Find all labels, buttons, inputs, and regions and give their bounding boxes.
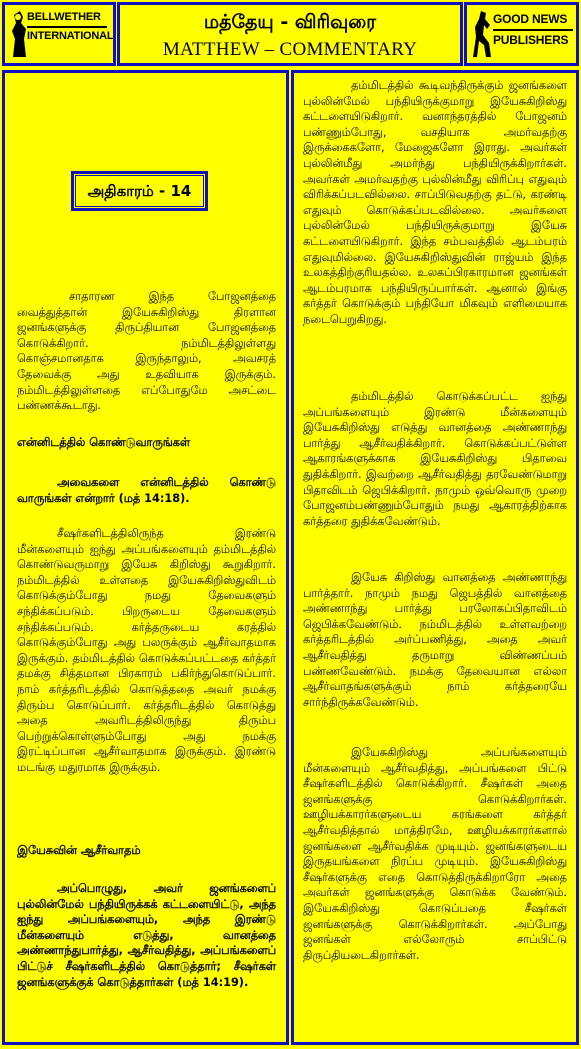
title-box [117,2,463,66]
left-quote-2: அப்பொழுது, அவர் ஜனங்களைப் புல்லின்மேல் பந்தியிருக்கக் கட்டளையிட்டு, அந்த ஐந்து அப்பங்களையும், அந்த இரண்டு மீன்களையும் எடுத்து, வானத்தை அண்ணாந்துபார்த்து, ஆசீர்வதித்து, அப்பங்களைப் பிட்டுச் சீஷர்களிடத்தில் கொடுத்தார்; சீஷர்கள் ஜனங்களுக்குக் கொடுத்தார்கள் (மத் 14:19). [17,882,276,989]
right-para-4: இயேசுகிறிஸ்து அப்பங்களையும் மீன்களையும் ஆசீர்வதித்து, அப்பங்களை பிட்டு சீஷர்களிடத்தில் கொடுக்கிறார். சீஷர்கள் அதை ஜனங்களுக்கு கொடுக்கிறார்கள். ஊழியக்காரர்களுடைய கரங்களை கர்த்தர் ஆசீர்வதித்தால் மாத்திரமே, ஊழியக்காரர்களால் ஜனங்களை ஆசீர்வதிக்க முடியும். ஜனங்களுடைய இருதயங்களை நிரப்ப முடியும். இயேசுகிறிஸ்து சீஷர்களுக்கு எதை கொடுத்திருக்கிறாரோ அதை அவர்கள் ஜனங்களுக்கு கொடுக்க வேண்டும். இயேசுகிறிஸ்து கொடுப்பதை சீஷர்கள் ஜனங்களுக்கு கொடுக்கிறார்கள். அப்போது ஜனங்கள் எல்லோரும் சாப்பிட்டு திருப்தியடைகிறார்கள். [303,746,567,962]
left-heading-1: என்னிடத்தில் கொண்டுவாருங்கள் [17,436,191,449]
chapter-label-box [71,171,208,211]
right-para-1: தம்மிடத்தில் கூடிவந்திருக்கும் ஜனங்களை புல்லின்மேல் பந்தியிருக்குமாறு இயேசுகிறிஸ்து கட்டளையிடுகிறார். வனாந்தரத்தில் போஜனம் பண்ணும்போது, வசதியாக அமர்வதற்கு இருக்கைகளோ, மேஜைகளோ இராது. அவர்கள் புல்லின்மீது அமர்ந்து பந்தியிருக்கிறார்கள். அவர்கள் அமர்வதற்கு புல்லின்மீது விரிப்பு எதுவும் விரிக்கப்படவில்லை. சாப்பிடுவதற்கு தட்டு, கரண்டி எதுவும் கொடுக்கப்படவில்லை. அவர்களை புல்லின்மேல் பந்தியிருக்குமாறு இயேசு கட்டளையிடுகிறார். இந்த சம்பவத்தில் ஆடம்பரம் எதுவுமில்லை. இயேசுகிறிஸ்துவின் ராஜ்யம் இந்த உலகத்திற்குரியதல்ல. உலகப்பிரகாரமான ஜனங்கள் ஆடம்பரமாக பந்தியிருப்பார்கள். ஆனால் இங்கு கர்த்தர் கொடுக்கும் பந்தியோ மிகவும் எளிமையாக நடைபெறுகிறது. [303,79,567,326]
logo-divider [27,26,107,28]
page-title-tamil: மத்தேயு - விரிவுரை [203,11,377,33]
page-title-english: MATTHEW – COMMENTARY [162,39,418,60]
header [0,0,581,70]
left-heading-2: இயேசுவின் ஆசீர்வாதம் [17,844,141,857]
left-para-2: சீஷர்களிடத்திலிருந்த இரண்டு மீன்களையும் ஐந்து அப்பங்களையும் தம்மிடத்தில் கொண்டுவருமாறு இயேசு கிறிஸ்து கூறுகிறார். நம்மிடத்தில் உள்ளதை இயேசுகிறிஸ்துவிடம் கொடுக்கும்போது நமது தேவைகளும் சந்திக்கப்படும். பிறருடைய தேவைகளும் சந்திக்கப்படும். கர்த்தருடைய கரத்தில் கொடுக்கும்போது அது பலருக்கும் ஆசீர்வாதமாக இருக்கும். தம்மிடத்தில் கொடுக்கப்பட்டதை கர்த்தர் தமக்கு சித்தமான பிரகாரம் பகிர்ந்துகொடுப்பார். நாம் கர்த்தரிடத்தில் கொடுத்ததை அவர் நமக்கு திரும்ப கொடுப்பார். கர்த்தரிடத்தில் கொடுத்து அதை அவரிடத்திலிருந்து திரும்ப பெற்றுக்கொள்ளும்போது அது நமக்கு இரட்டிப்பான ஆசீர்வாதமாக இருக்கும். இரண்டு மடங்கு மதுரமாக இருக்கும். [17,527,276,774]
good-news-runner-icon [471,9,495,61]
left-quote-1: அவைகளை என்னிடத்தில் கொண்டு வாருங்கள் என்றார் (மத் 14:18). [17,476,276,505]
good-news-logo-text [493,13,573,47]
bellwether-logo-text [27,11,113,43]
logo-line-1: BELLWETHER [27,11,101,23]
right-para-2: தம்மிடத்தில் கொடுக்கப்பட்ட ஐந்து அப்பங்களையும் இரண்டு மீன்களையும் இயேசுகிறிஸ்து எடுத்து வானத்தை அண்ணாந்து பார்த்து ஆசீர்வதிக்கிறார். கொடுக்கப்பட்டுள்ள ஆகாரங்களுக்காக இயேசுகிறிஸ்து பிதாவை துதிக்கிறார். இவற்றை ஆசீர்வதித்து தரவேண்டுமாறு பிதாவிடம் ஜெபிக்கிறார். நாமும் ஒவ்வொரு முறை போஜனம்பண்ணும்போதும் நமது ஆகாரத்திற்காக கர்த்தரை துதிக்கவேண்டும். [303,390,567,528]
chapter-label-inner-border [75,175,204,207]
good-news-logo [464,2,579,66]
right-para-3: இயேசு கிறிஸ்து வானத்தை அண்ணாந்து பார்த்தார். நாமும் நமது ஜெபத்தில் வானத்தை அண்ணாந்து பார்த்து பரலோகப்பிதாவிடம் ஜெபிக்கவேண்டும். நம்மிடத்தில் உள்ளவற்றை கர்த்தரிடத்தில் அர்ப்பணித்து, அதை அவர் ஆசீர்வதித்து தருமாறு விண்ணப்பம் பண்ணவேண்டும். நமக்கு தேவையான எல்லா ஆசீர்வாதங்களுக்கும் நாம் கர்த்தரையே சார்ந்திருக்கவேண்டும். [303,571,567,709]
right-column [291,70,579,1045]
left-para-1: சாதாரண இந்த போஜனத்தை வைத்துத்தான் இயேசுகிறிஸ்து திரளான ஜனங்களுக்கு திருப்தியான போஜனத்தை கொடுக்கிறார். நம்மிடத்திலுள்ளது கொஞ்சமானதாக இருந்தாலும், அவசரத் தேவைக்கு அது உதவியாக இருக்கும். நம்மிடத்திலுள்ளதை எப்போதுமே அசட்டை பண்ணக்கூடாது. [17,290,276,413]
bellwether-logo [2,2,116,66]
left-column [2,70,289,1045]
logo-line-2: INTERNATIONAL [27,30,114,42]
logo-line-2: PUBLISHERS [493,33,569,47]
logo-line-1: GOOD NEWS [493,12,568,26]
chapter-label: அதிகாரம் - 14 [87,182,192,200]
logo-divider [493,29,573,31]
